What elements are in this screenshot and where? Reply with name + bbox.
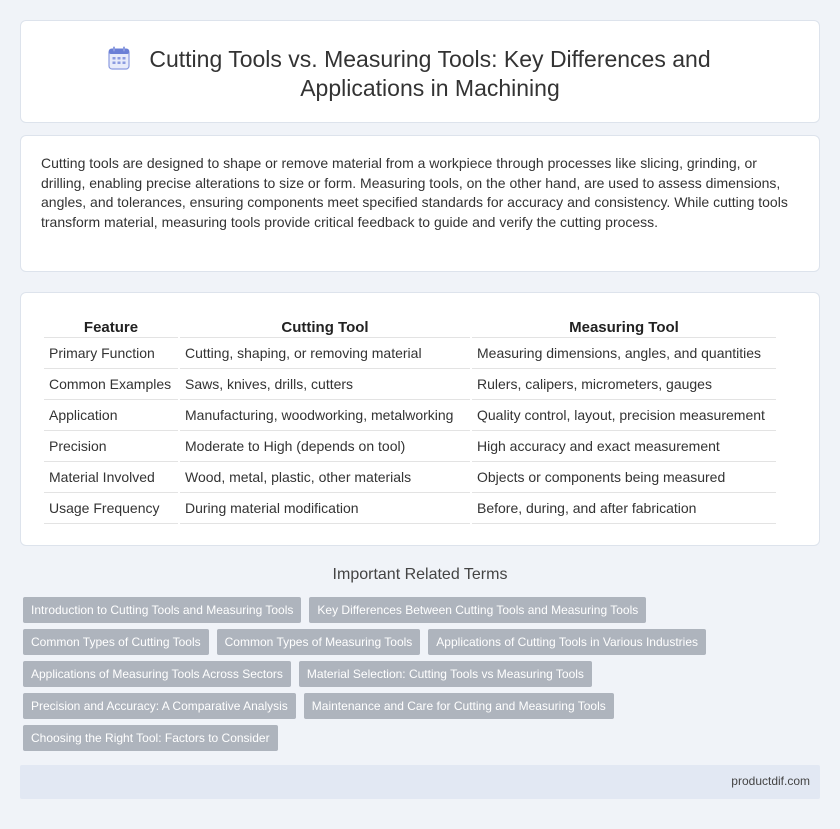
tag-row [23,629,823,655]
tag-row [23,661,823,687]
table-cell: Application [44,400,178,431]
column-header: Cutting Tool [180,316,470,338]
related-term-link[interactable]: Material Selection: Cutting Tools vs Measuring Tools [299,661,592,687]
comparison-card [20,292,820,546]
table-cell: Saws, knives, drills, cutters [180,369,470,400]
tag-row [23,693,823,719]
column-header: Feature [44,316,178,338]
table-cell: Primary Function [44,338,178,369]
table-cell: During material modification [180,493,470,524]
related-term-link[interactable]: Key Differences Between Cutting Tools and Measuring Tools [309,597,646,623]
table-cell: Common Examples [44,369,178,400]
related-terms-list [23,597,823,757]
intro-paragraph: Cutting tools are designed to shape or remove material from a workpiece through processes like slicing, grinding, or drilling, enabling precise alterations to size or form. Measuring tools, on the other hand, are used to assess dimensions, angles, and tolerances, ensuring components meet specified standards for accuracy and consistency. While cutting tools transform material, measuring tools provide critical feedback to guide and verify the cutting process. [41,155,788,230]
table-cell: Before, during, and after fabrication [472,493,776,524]
column-header: Measuring Tool [472,316,776,338]
table-cell: Quality control, layout, precision measurement [472,400,776,431]
footer [20,765,820,799]
table-row [44,431,776,462]
related-term-link[interactable]: Applications of Measuring Tools Across Sectors [23,661,291,687]
header-card [20,20,820,123]
page-title: Cutting Tools vs. Measuring Tools: Key Differences and Applications in Machining [149,46,711,101]
related-term-link[interactable]: Introduction to Cutting Tools and Measuring Tools [23,597,301,623]
intro-card [20,135,820,272]
table-cell: Material Involved [44,462,178,493]
table-cell: Objects or components being measured [472,462,776,493]
table-cell: Usage Frequency [44,493,178,524]
table-cell: High accuracy and exact measurement [472,431,776,462]
related-term-link[interactable]: Maintenance and Care for Cutting and Measuring Tools [304,693,614,719]
site-name[interactable]: productdif.com [731,774,810,788]
table-cell: Cutting, shaping, or removing material [180,338,470,369]
comparison-table [42,316,778,524]
related-term-link[interactable]: Common Types of Measuring Tools [217,629,421,655]
tag-row [23,725,823,751]
tag-row [23,597,823,623]
table-row [44,462,776,493]
table-row [44,493,776,524]
table-row [44,369,776,400]
table-cell: Rulers, calipers, micrometers, gauges [472,369,776,400]
related-term-link[interactable]: Precision and Accuracy: A Comparative Analysis [23,693,296,719]
related-terms-heading: Important Related Terms [332,566,508,583]
related-term-link[interactable]: Applications of Cutting Tools in Various Industries [428,629,706,655]
table-header-row [44,316,776,338]
related-term-link[interactable]: Choosing the Right Tool: Factors to Consider [23,725,278,751]
table-cell: Moderate to High (depends on tool) [180,431,470,462]
table-cell: Precision [44,431,178,462]
related-term-link[interactable]: Common Types of Cutting Tools [23,629,209,655]
table-row [44,338,776,369]
table-row [44,400,776,431]
table-cell: Wood, metal, plastic, other materials [180,462,470,493]
table-cell: Measuring dimensions, angles, and quantities [472,338,776,369]
table-cell: Manufacturing, woodworking, metalworking [180,400,470,431]
